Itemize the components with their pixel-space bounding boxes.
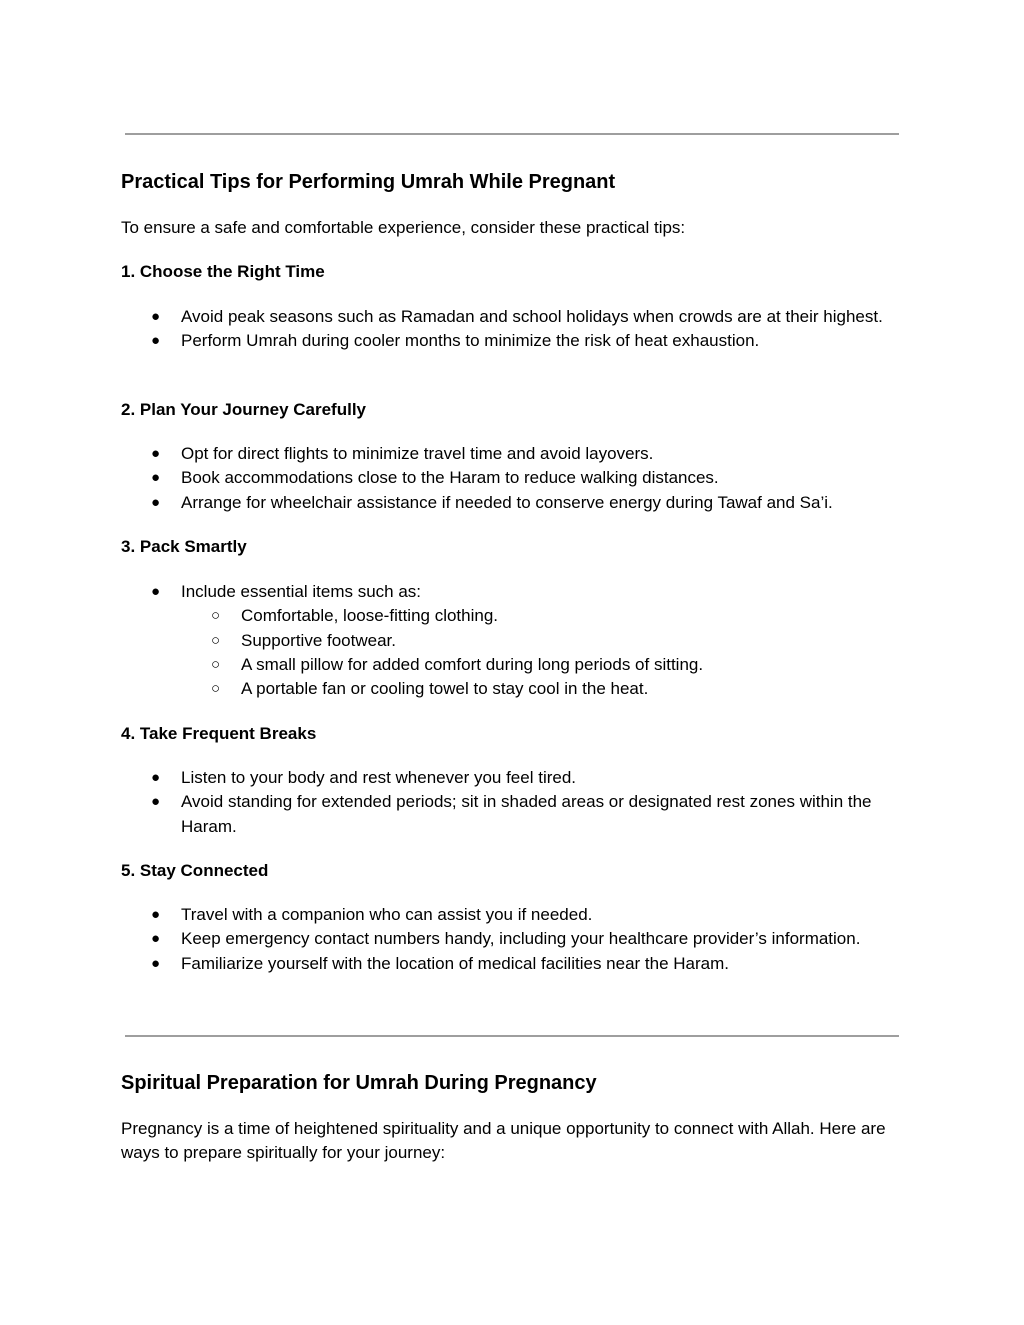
tip-heading: 4. Take Frequent Breaks (121, 724, 317, 743)
bullet-list (121, 766, 906, 839)
horizontal-rule (125, 1035, 899, 1037)
bullet-icon: ● (151, 493, 161, 511)
bullet-icon: ● (151, 954, 161, 972)
tip-heading: 2. Plan Your Journey Carefully (121, 400, 367, 419)
bullet-list (121, 442, 906, 515)
bullet-icon: ● (151, 469, 161, 487)
circle-bullet-icon: ○ (211, 655, 221, 673)
horizontal-rule (125, 133, 899, 135)
bullet-list (121, 580, 906, 701)
circle-bullet-icon: ○ (211, 631, 221, 649)
bullet-icon: ● (151, 793, 161, 811)
circle-bullet-icon: ○ (211, 680, 221, 698)
list-item: ● Travel with a companion who can assist you if needed. (121, 903, 906, 927)
list-item: ● Listen to your body and rest whenever you feel tired. (121, 766, 906, 790)
bullet-icon: ● (151, 308, 161, 325)
list-item: ● Opt for direct flights to minimize travel time and avoid layovers. (121, 442, 906, 466)
bullet-icon: ● (151, 445, 161, 462)
list-item: ○ A portable fan or cooling towel to stay cool in the heat. (181, 677, 906, 701)
list-item: ● Avoid peak seasons such as Ramadan and school holidays when crowds are at their highest. (121, 305, 906, 329)
list-item: ○ A small pillow for added comfort during long periods of sitting. (181, 653, 906, 677)
list-item: ● Keep emergency contact numbers handy, including your healthcare provider’s information. (121, 927, 906, 951)
section-title: Practical Tips for Performing Umrah While Pregnant (121, 171, 616, 193)
section-title: Spiritual Preparation for Umrah During Pregnancy (121, 1072, 597, 1094)
bullet-icon: ● (151, 332, 161, 350)
list-item: ● Avoid standing for extended periods; sit in shaded areas or designated rest zones within the Haram. (151, 792, 872, 836)
section-intro: Pregnancy is a time of heightened spirituality and a unique opportunity to connect with Allah. Here are ways to prepare spiritually for your journey: (121, 1119, 886, 1162)
bullet-icon: ● (151, 769, 161, 786)
tip-heading: 3. Pack Smartly (121, 537, 247, 556)
list-item: ● Familiarize yourself with the location of medical facilities near the Haram. (121, 952, 906, 976)
list-item: ○ Supportive footwear. (181, 629, 906, 653)
tip-heading: 5. Stay Connected (121, 861, 269, 880)
circle-bullet-icon: ○ (211, 607, 221, 625)
bullet-list (121, 305, 906, 354)
bullet-icon: ● (151, 583, 161, 600)
bullet-icon: ● (151, 930, 161, 948)
section-intro: To ensure a safe and comfortable experience, consider these practical tips: (121, 218, 686, 237)
list-item: ○ Comfortable, loose-fitting clothing. (181, 604, 906, 628)
bullet-list (121, 903, 906, 976)
list-item: ● Include essential items such as: ○ Comfortable, loose-fitting clothing. ○ Supportive footwear. ○ A small pillow for added comfort during long periods of sitting. ○ A portable fan or cooling towel to stay cool in the heat. (121, 580, 906, 701)
tip-heading: 1. Choose the Right Time (121, 262, 325, 281)
list-item: ● Arrange for wheelchair assistance if needed to conserve energy during Tawaf and Sa’i. (121, 491, 906, 515)
list-item: ● Book accommodations close to the Haram to reduce walking distances. (121, 466, 906, 490)
sub-bullet-list (181, 604, 906, 701)
bullet-icon: ● (151, 906, 161, 923)
list-item: ● Perform Umrah during cooler months to minimize the risk of heat exhaustion. (121, 329, 906, 353)
